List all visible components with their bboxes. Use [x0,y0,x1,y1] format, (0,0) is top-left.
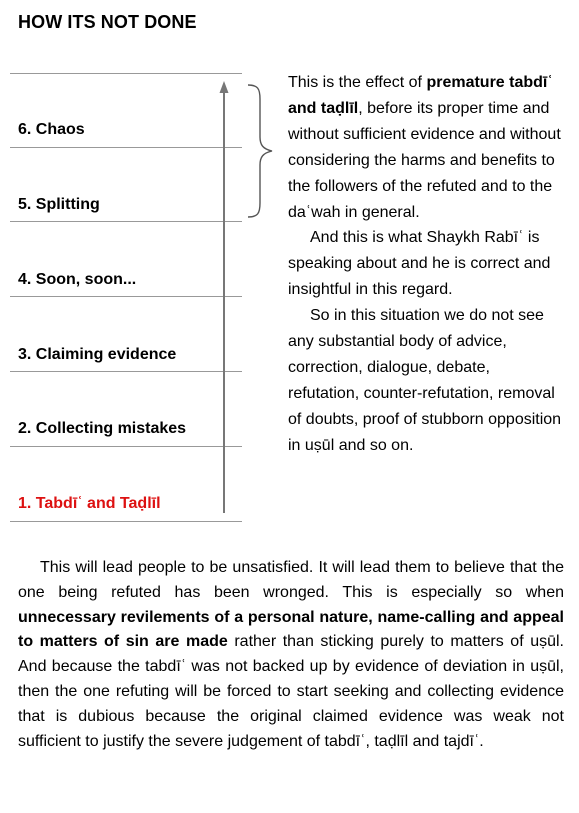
step-6-label: 6. Chaos [18,121,85,138]
step-2-label: 2. Collecting mistakes [18,420,187,437]
step-4-label: 4. Soon, soon... [18,271,137,288]
main-bold-span: unnecessary revilements of a personal nature, name-calling and appeal to matters of sin are made [18,608,564,651]
side-paragraph-1 [288,70,564,225]
curly-brace-icon [246,83,276,219]
step-3-label: 3. Claiming evidence [18,346,177,363]
up-arrow-icon [10,73,242,523]
side-explanation [288,70,564,459]
side-text-span: This is the effect of [288,74,427,91]
side-text-span: , before its proper time and without sufficient evidence and without considering the harms and benefits to the followers of the refuted and to the daʿwah in general. [288,99,561,221]
main-text-span: This will lead people to be unsatisfied. It will lead them to believe that the one being refuted has been wronged. This is especially so when [18,559,564,601]
main-text-span: rather than sticking purely to matters of uṣūl. And because the tabdīʿ was not backed up by evidence of deviation in uṣūl, then the one refuting will be forced to start seeking and collecting evidence that is dubious because the original claimed evidence was weak not sufficient to justify the severe judgement of tabdīʿ, taḍlīl and tajdīʿ. [18,633,565,750]
side-bold-span: premature tabdīʿ and taḍlīl [288,74,553,117]
main-paragraph [18,556,564,754]
step-5-label: 5. Splitting [18,196,100,213]
side-paragraph-2: And this is what Shaykh Rabīʿ is speaking about and he is correct and insightful in this regard. [288,229,551,299]
step-1-label: 1. Tabdīʿ and Taḍlīl [18,495,161,512]
page-title: HOW ITS NOT DONE [18,12,197,32]
side-paragraph-3: So in this situation we do not see any substantial body of advice, correction, dialogue, debate, refutation, counter-refutation, removal of doubts, proof of stubborn opposition in uṣūl and so on. [288,307,562,454]
